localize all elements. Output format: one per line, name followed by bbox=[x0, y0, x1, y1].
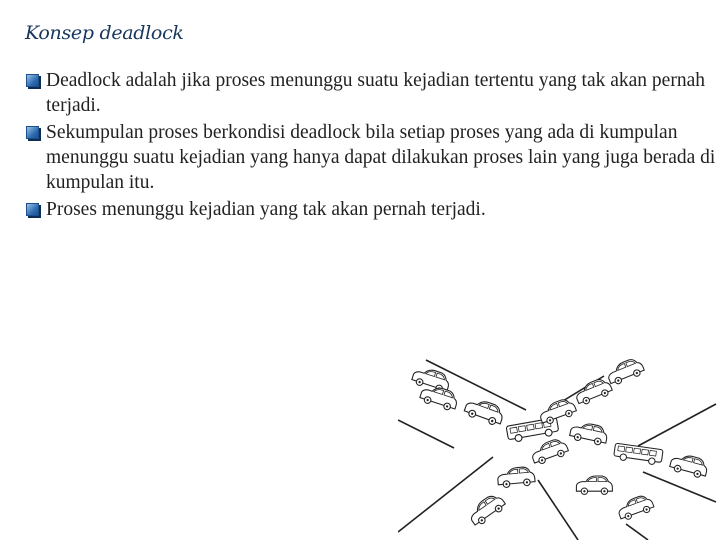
bullet-item bbox=[26, 197, 716, 222]
car-icon bbox=[605, 356, 645, 387]
bullet-item bbox=[26, 120, 716, 195]
bullet-text: Sekumpulan proses berkondisi deadlock bila setiap proses yang ada di kumpulan menunggu suatu kejadian yang hanya dapat dilakukan proses lain yang juga berada di kumpulan itu. bbox=[46, 122, 716, 193]
traffic-gridlock-illustration bbox=[398, 352, 720, 540]
slide-title: Konsep deadlock bbox=[25, 22, 184, 44]
square-bullet-icon bbox=[26, 74, 39, 87]
car-icon bbox=[616, 493, 655, 522]
bullet-text: Deadlock adalah jika proses menunggu suatu kejadian tertentu yang tak akan pernah terjadi. bbox=[46, 70, 705, 116]
bullet-text: Proses menunggu kejadian yang tak akan pernah terjadi. bbox=[46, 199, 486, 220]
square-bullet-icon bbox=[26, 203, 39, 216]
bullet-list bbox=[26, 68, 716, 224]
car-icon bbox=[576, 476, 612, 494]
bus-icon bbox=[613, 443, 663, 466]
square-bullet-icon bbox=[26, 126, 39, 139]
bullet-item bbox=[26, 68, 716, 118]
car-icon bbox=[529, 436, 569, 466]
car-icon bbox=[466, 491, 507, 528]
car-icon bbox=[463, 396, 506, 427]
car-icon bbox=[669, 451, 710, 479]
car-icon bbox=[497, 466, 535, 488]
car-icon bbox=[569, 420, 609, 446]
